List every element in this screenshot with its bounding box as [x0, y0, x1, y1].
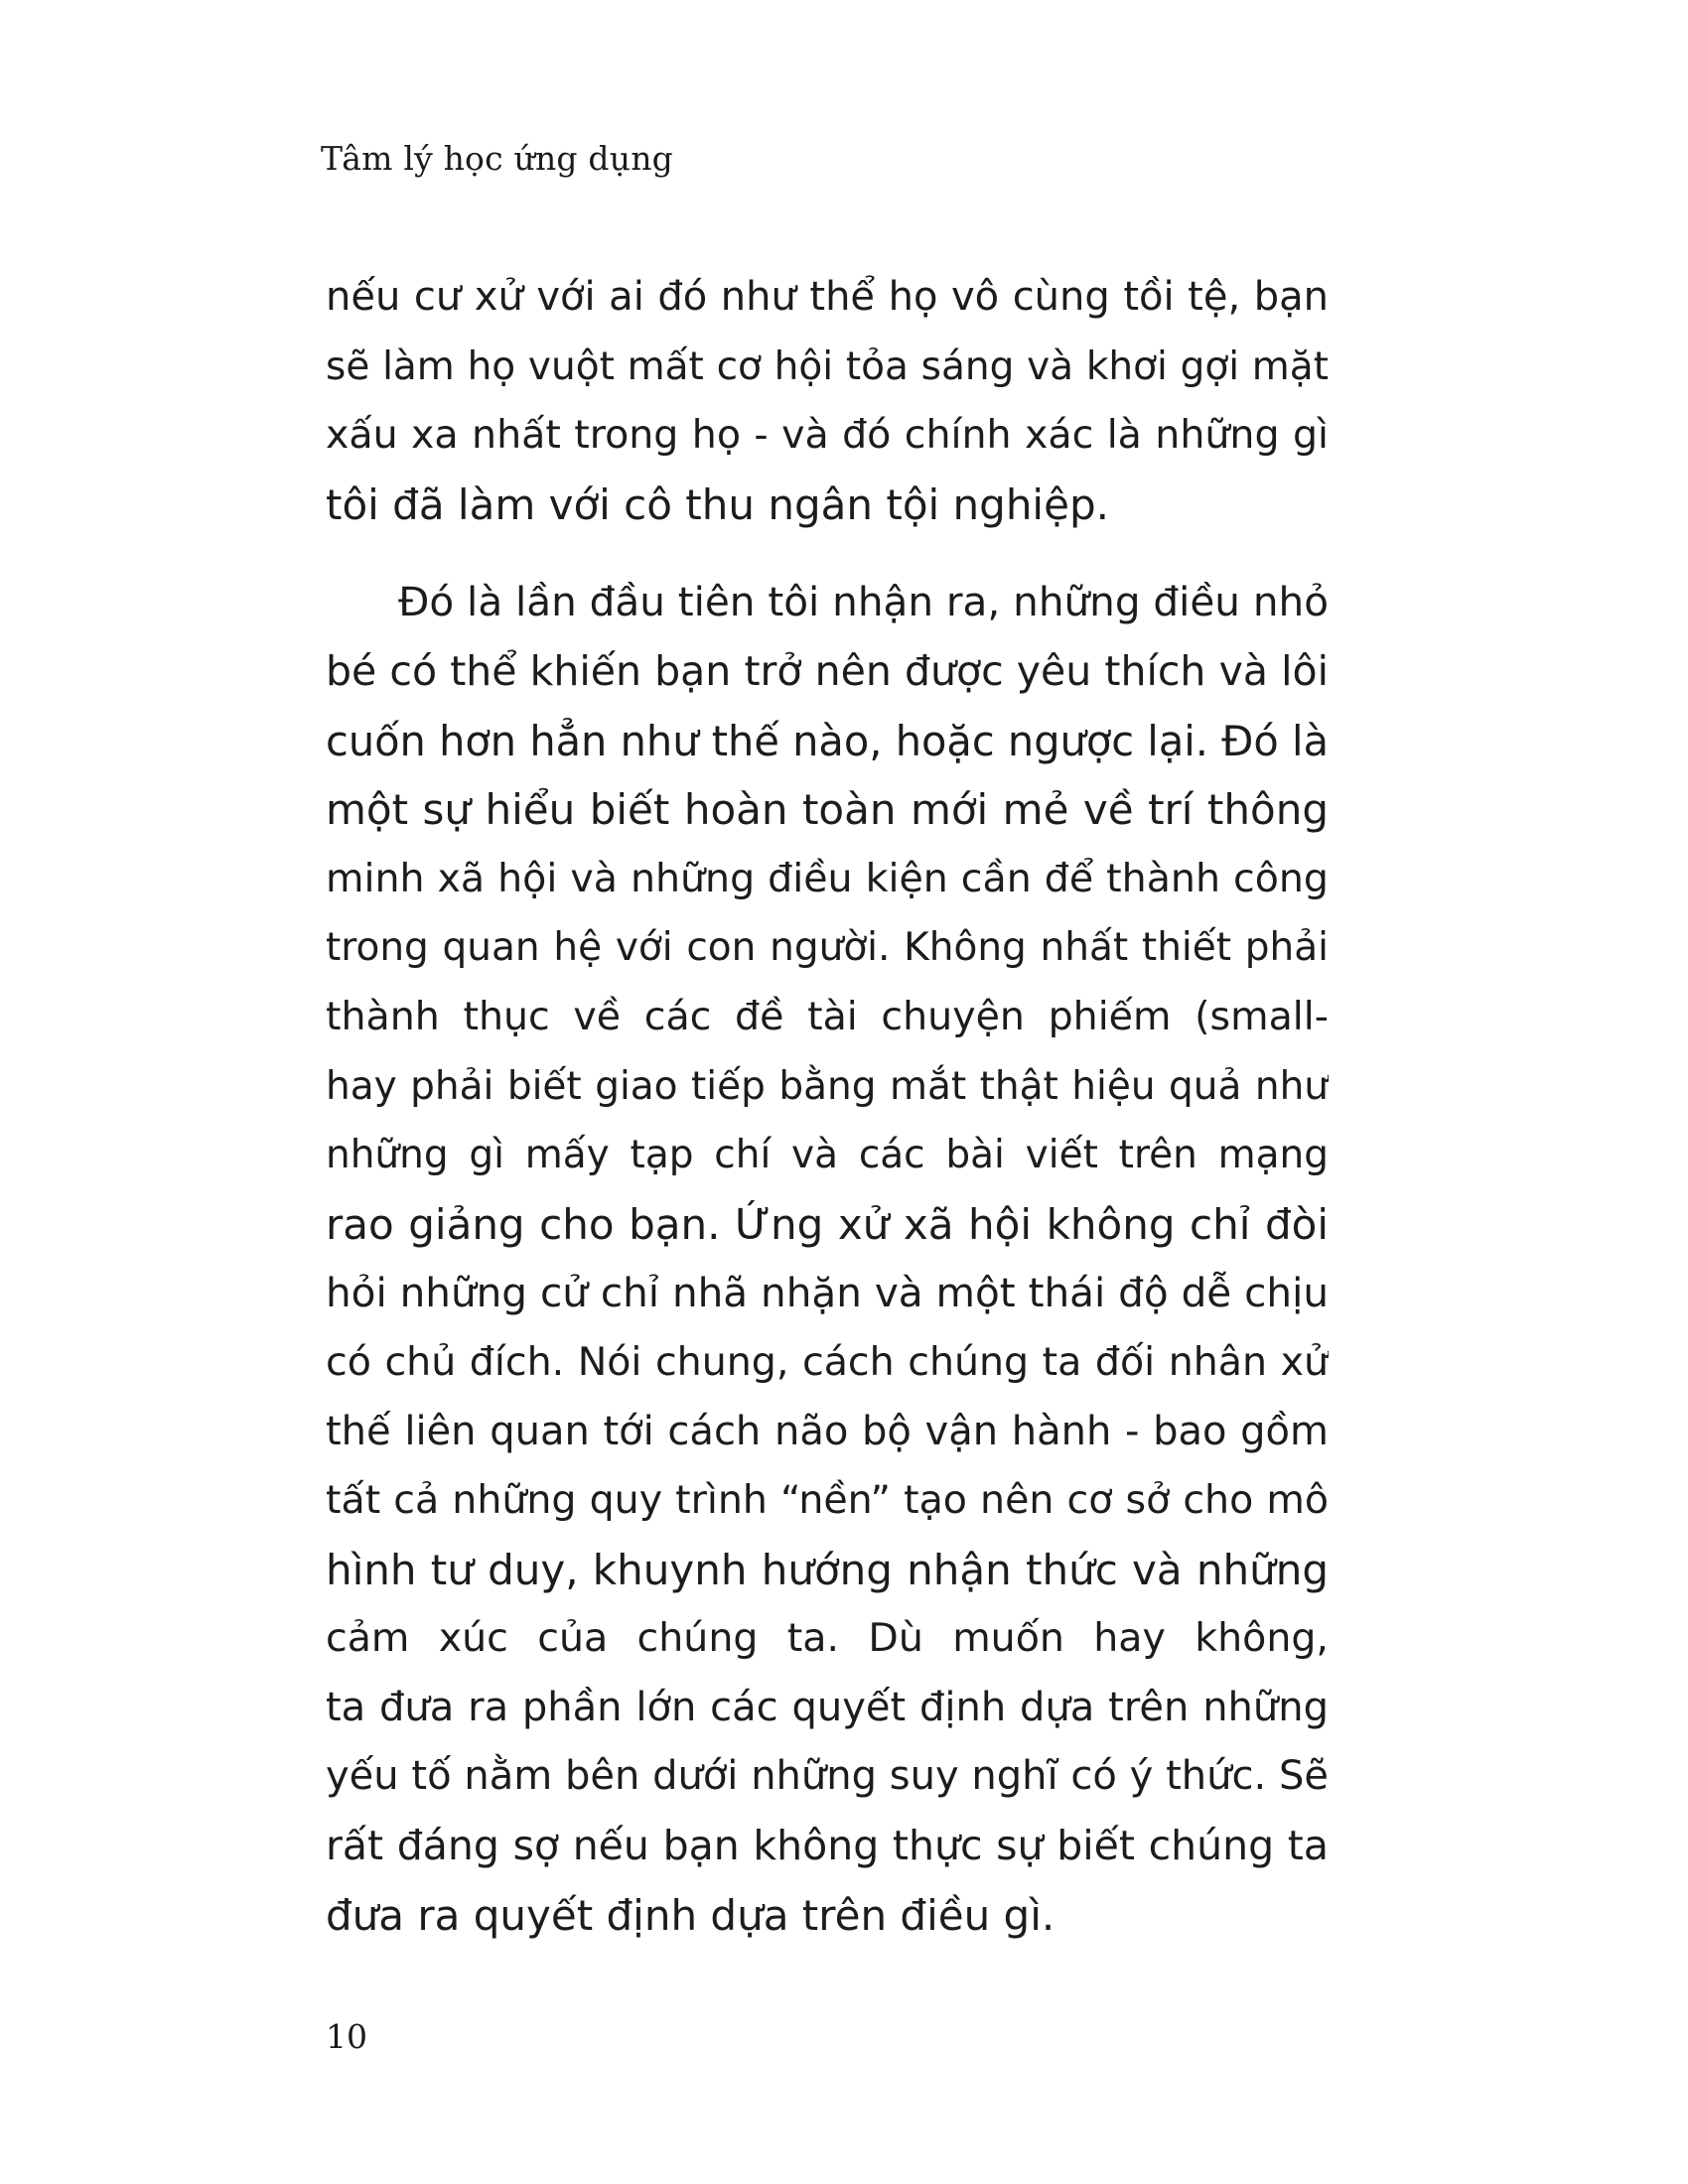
paragraph [326, 263, 1329, 539]
text-line: rất đáng sợ nếu bạn không thực sự biết chúng ta [326, 1822, 1329, 1870]
page-number: 10 [326, 2017, 367, 2056]
text-line: thành thục về các đề tài chuyện phiếm (small- [326, 993, 1329, 1039]
text-line: có chủ đích. Nói chung, cách chúng ta đối nhân xử [326, 1338, 1329, 1385]
text-line: sẽ làm họ vuột mất cơ hội tỏa sáng và khơi gợi mặt [326, 343, 1329, 389]
paragraph [326, 568, 1329, 1950]
paragraph-gap [326, 539, 1329, 568]
text-line: những gì mấy tạp chí và các bài viết trên mạng [326, 1133, 1329, 1178]
text-line: rao giảng cho bạn. Ứng xử xã hội không chỉ đòi [326, 1199, 1329, 1249]
running-header: Tâm lý học ứng dụng [321, 139, 673, 178]
text-line: tôi đã làm với cô thu ngân tội nghiệp. [326, 479, 1109, 529]
text-line: hỏi những cử chỉ nhã nhặn và một thái độ dễ chịu [326, 1269, 1329, 1317]
text-line: bé có thể khiến bạn trở nên được yêu thích và lôi [326, 646, 1329, 695]
text-line: cảm xúc của chúng ta. Dù muốn hay không, [326, 1615, 1329, 1662]
text-line: cuốn hơn hẳn như thế nào, hoặc ngược lại. Đó là [326, 716, 1329, 765]
text-line: yếu tố nằm bên dưới những suy nghĩ có ý thức. Sẽ [326, 1753, 1329, 1800]
text-line: thế liên quan tới cách não bộ vận hành - bao gồm [326, 1408, 1329, 1454]
text-line: hình tư duy, khuynh hướng nhận thức và những [326, 1545, 1329, 1594]
text-line: nếu cư xử với ai đó như thể họ vô cùng tồi tệ, bạn [326, 274, 1329, 320]
text-line: minh xã hội và những điều kiện cần để thành công [326, 855, 1329, 901]
text-line: trong quan hệ với con người. Không nhất thiết phải [326, 925, 1329, 971]
text-line: xấu xa nhất trong họ - và đó chính xác là những gì [326, 412, 1329, 459]
text-line: ta đưa ra phần lớn các quyết định dựa trên những [326, 1684, 1329, 1730]
text-line: hay phải biết giao tiếp bằng mắt thật hiệu quả như [326, 1063, 1329, 1109]
body-text [326, 263, 1329, 1950]
text-line: một sự hiểu biết hoàn toàn mới mẻ về trí thông [326, 785, 1329, 835]
text-line: tất cả những quy trình “nền” tạo nên cơ sở cho mô [326, 1477, 1329, 1524]
text-line: đưa ra quyết định dựa trên điều gì. [326, 1890, 1055, 1940]
text-line: Đó là lần đầu tiên tôi nhận ra, những điều nhỏ [398, 578, 1329, 626]
